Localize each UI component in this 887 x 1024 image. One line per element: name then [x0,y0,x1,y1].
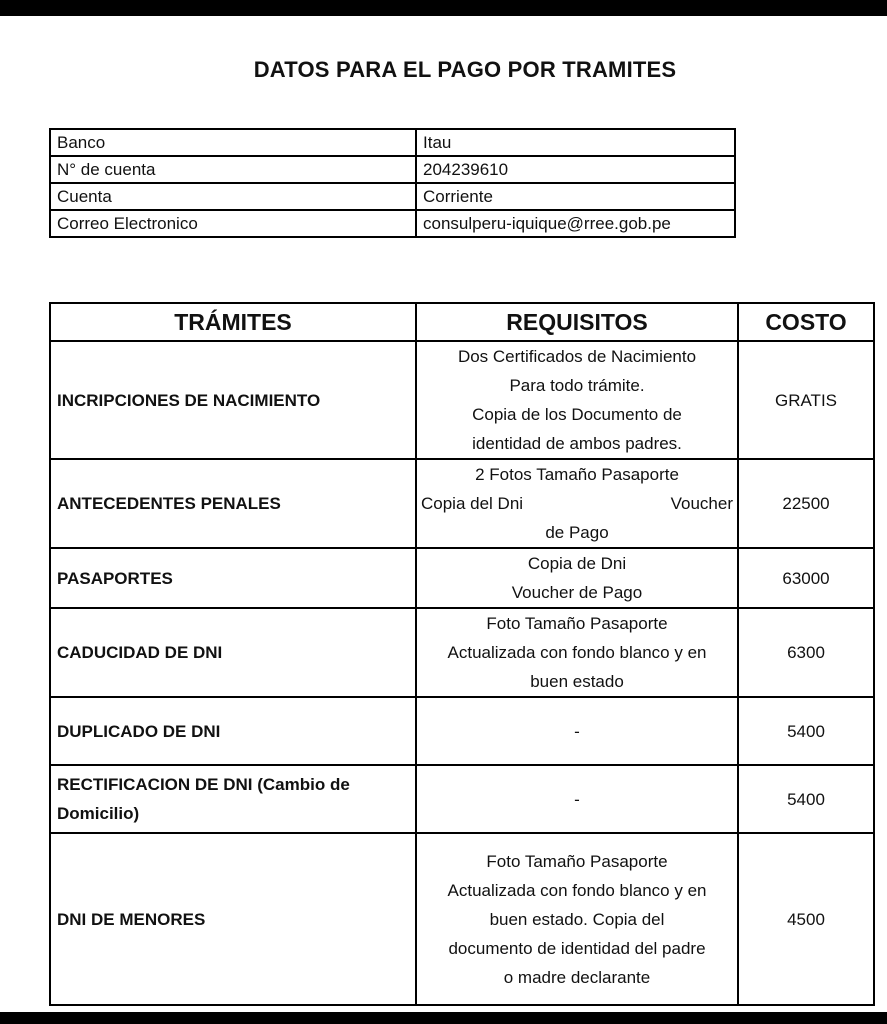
tramite-line: Domicilio) [57,804,140,823]
costo-cell: 5400 [738,697,874,765]
requisito-text: Copia del Dni [421,494,524,513]
tramite-cell [50,765,416,833]
costo-cell: 5400 [738,765,874,833]
requisitos-cell [416,341,738,459]
requisito-line: Dos Certificados de Nacimiento [457,347,697,366]
email-value: consulperu-iquique@rree.gob.pe [416,210,735,237]
table-header-row [50,303,874,341]
requisito-line: de Pago [545,523,609,542]
table-row [50,183,735,210]
tramite-line: RECTIFICACION DE DNI (Cambio de [57,775,350,794]
procedures-table [49,302,875,1006]
requisito-text: Voucher [670,494,733,513]
requisitos-cell [416,548,738,608]
requisitos-cell [416,459,738,548]
costo-cell: 22500 [738,459,874,548]
table-row [50,833,874,1005]
column-header-tramites: TRÁMITES [50,303,416,341]
requisito-line: Copia de los Documento de [472,405,682,424]
requisito-line: buen estado [530,672,624,691]
requisito-line: Foto Tamaño Pasaporte [486,851,668,871]
bank-label: Banco [50,129,416,156]
table-row [50,341,874,459]
table-row [50,210,735,237]
requisito-line: Actualizada con fondo blanco y en [447,643,707,662]
costo-cell: 63000 [738,548,874,608]
requisitos-cell: - [416,697,738,765]
requisitos-cell: - [416,765,738,833]
costo-cell: 4500 [738,833,874,1005]
requisito-line: identidad de ambos padres. [472,434,682,453]
account-number-value: 204239610 [416,156,735,183]
email-label: Correo Electronico [50,210,416,237]
account-number-label: N° de cuenta [50,156,416,183]
tramite-cell: ANTECEDENTES PENALES [50,459,416,548]
column-header-costo: COSTO [738,303,874,341]
table-row [50,548,874,608]
bank-value: Itau [416,129,735,156]
requisito-line [417,489,737,518]
requisito-line: o madre declarante [503,967,651,987]
table-row [50,459,874,548]
table-row [50,765,874,833]
costo-cell: GRATIS [738,341,874,459]
requisito-line: Copia de Dni [527,554,627,573]
requisitos-cell [416,833,738,1005]
requisito-line: Actualizada con fondo blanco y en [447,880,707,900]
table-row [50,156,735,183]
account-type-value: Corriente [416,183,735,210]
table-row [50,129,735,156]
table-row [50,608,874,697]
requisito-line: documento de identidad del padre [448,938,706,958]
costo-cell: 6300 [738,608,874,697]
tramite-cell: DUPLICADO DE DNI [50,697,416,765]
tramite-cell: DNI DE MENORES [50,833,416,1005]
requisito-line: Foto Tamaño Pasaporte [486,614,668,633]
bottom-black-bar [0,1012,887,1024]
requisito-line: Voucher de Pago [511,583,643,602]
tramite-cell: PASAPORTES [50,548,416,608]
top-black-bar [0,0,887,16]
requisito-line: 2 Fotos Tamaño Pasaporte [475,465,679,484]
requisitos-cell [416,608,738,697]
tramite-cell: CADUCIDAD DE DNI [50,608,416,697]
page-title: DATOS PARA EL PAGO POR TRAMITES [253,57,677,82]
requisito-line: buen estado. Copia del [489,909,665,929]
tramite-cell: INCRIPCIONES DE NACIMIENTO [50,341,416,459]
requisito-line: Para todo trámite. [509,376,645,395]
column-header-requisitos: REQUISITOS [416,303,738,341]
table-row [50,697,874,765]
bank-info-table [49,128,736,238]
account-type-label: Cuenta [50,183,416,210]
